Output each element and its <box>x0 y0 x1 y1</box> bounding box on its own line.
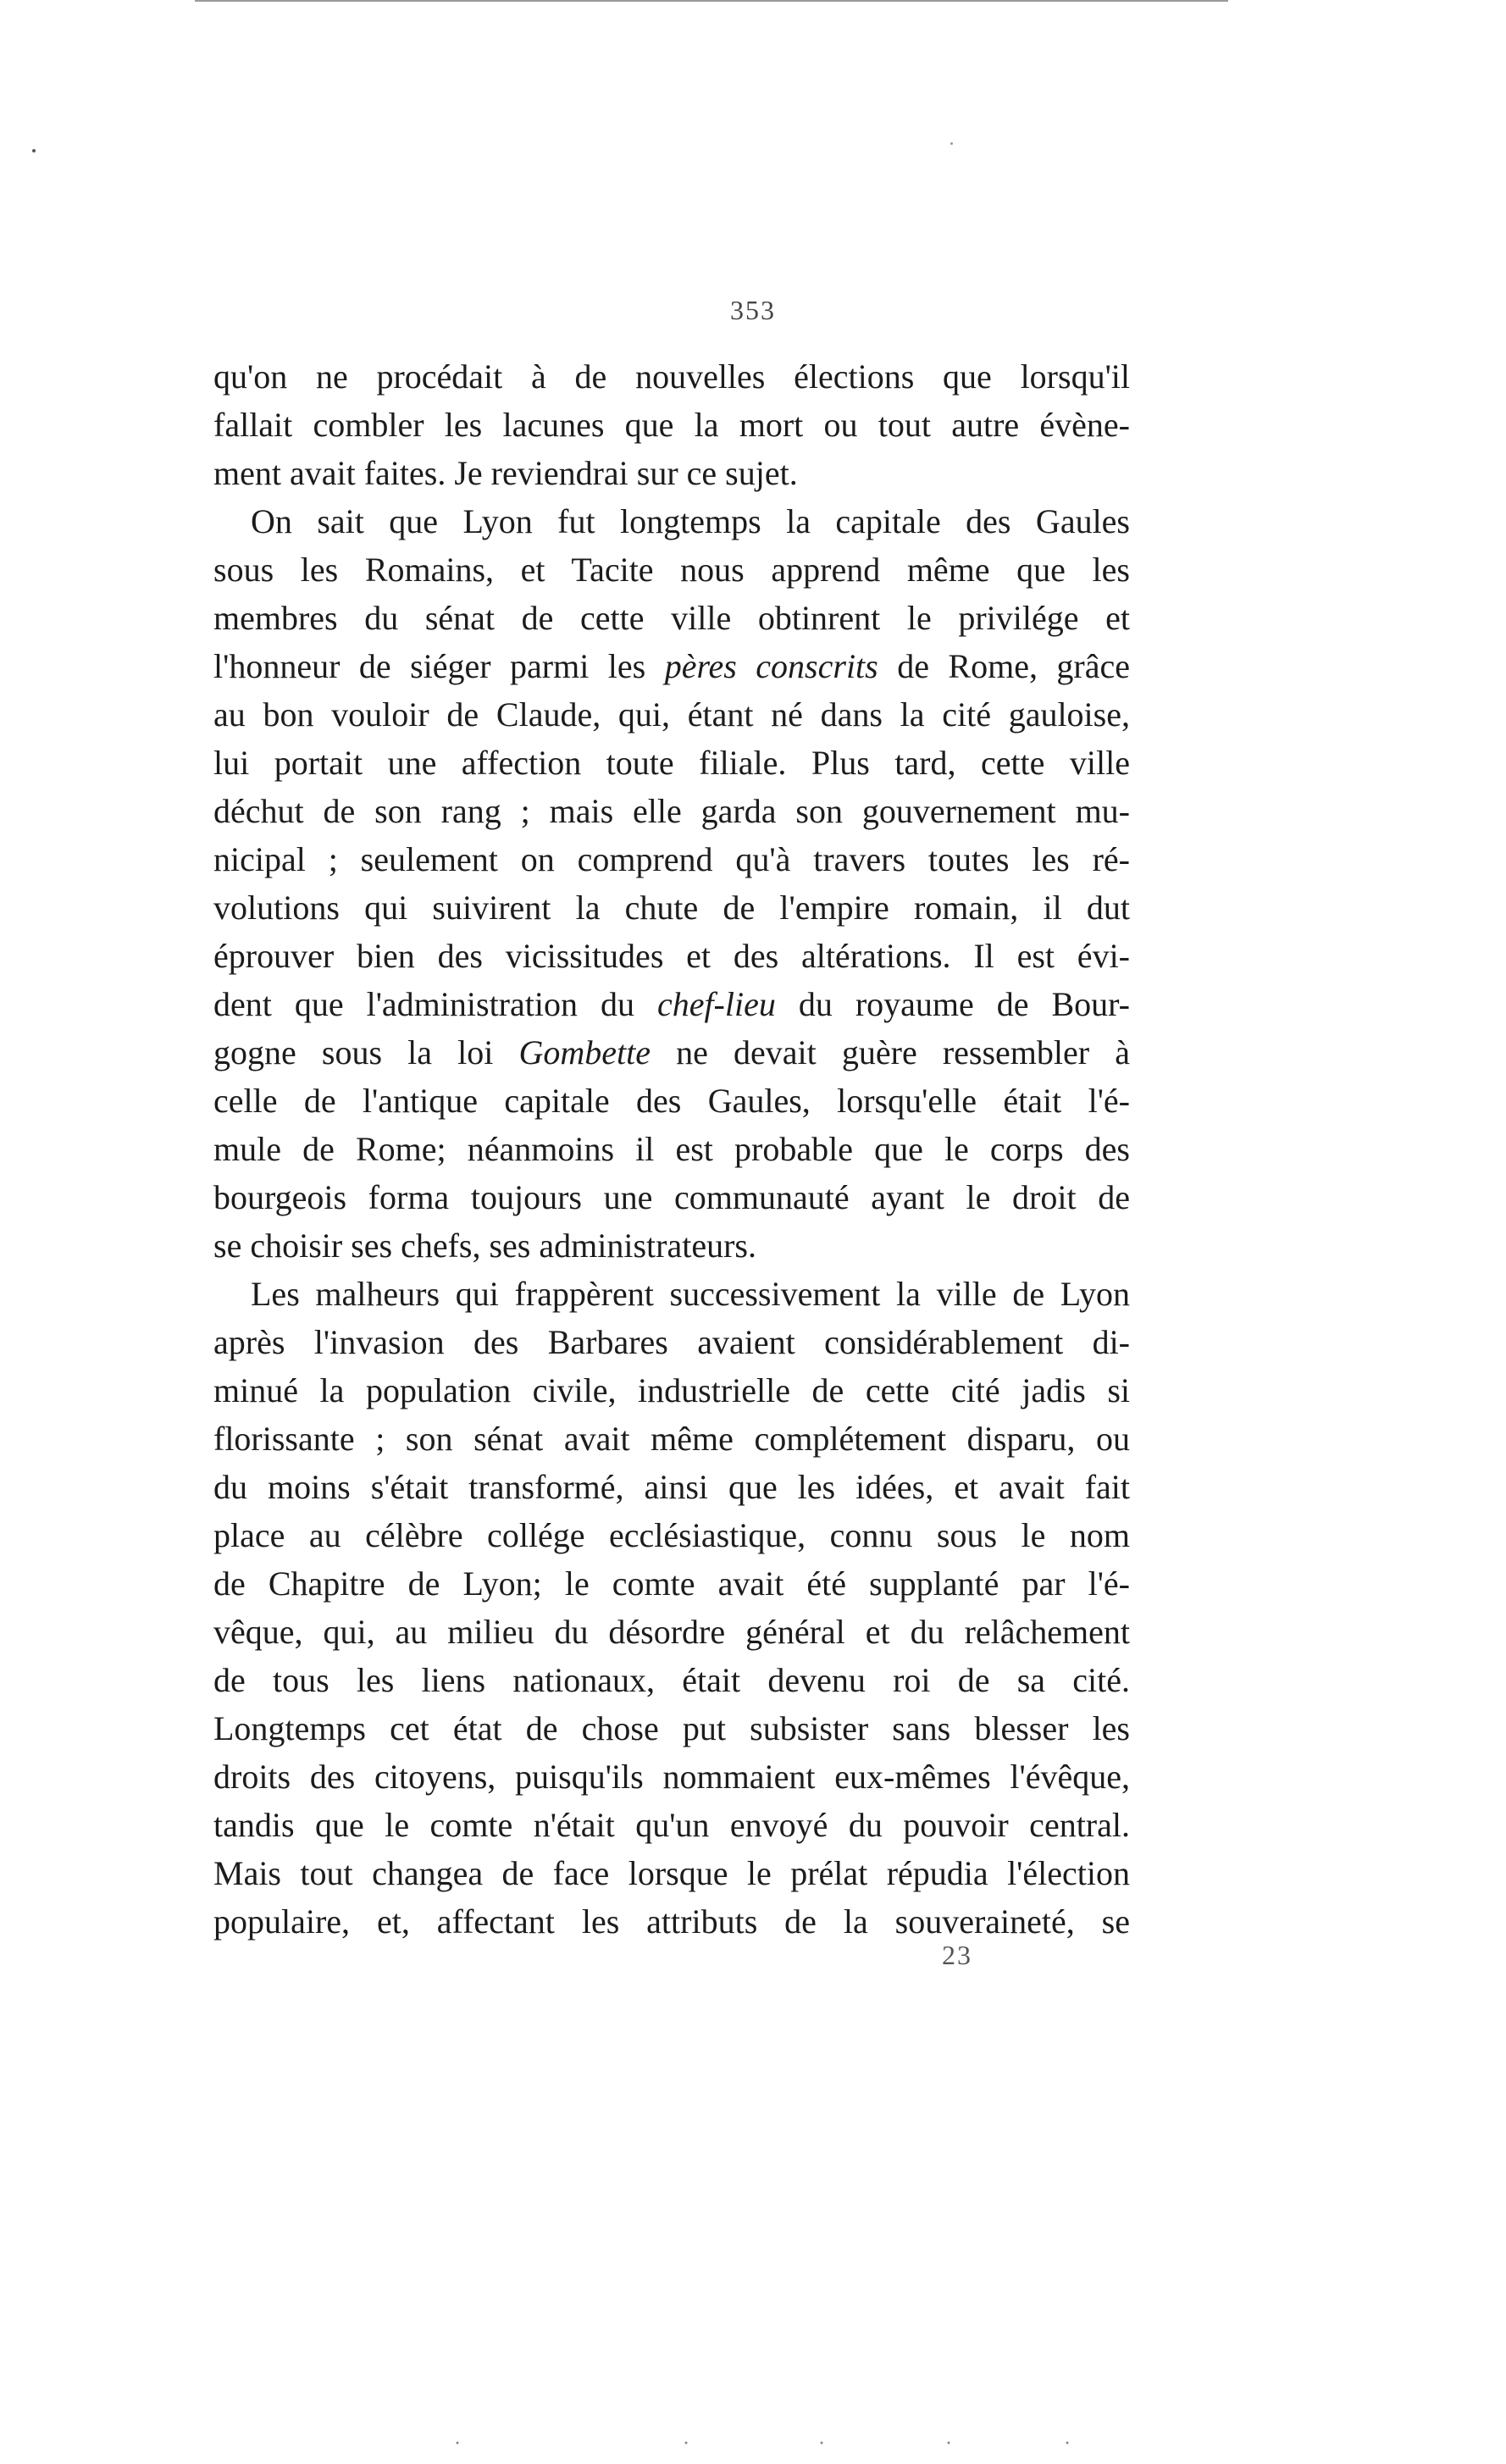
text-line <box>213 642 1130 690</box>
italic-phrase: chef-lieu <box>656 985 776 1023</box>
page-number: 353 <box>730 295 776 325</box>
text-line: se choisir ses chefs, ses administrateurs. <box>213 1226 756 1265</box>
text-line <box>213 1028 1130 1077</box>
text-line: On sait que Lyon fut longtemps la capitale des Gaules <box>251 502 1130 540</box>
text-line: du moins s'était transformé, ainsi que les idées, et avait fait <box>213 1468 1130 1506</box>
text-line: bourgeois forma toujours une communauté ayant le droit de <box>213 1178 1130 1216</box>
text-line: ment avait faites. Je reviendrai sur ce sujet. <box>213 454 798 492</box>
text-line: droits des citoyens, puisqu'ils nommaient eux-mêmes l'évêque, <box>213 1758 1130 1796</box>
text-run: ne devait guère ressembler à <box>651 1033 1130 1071</box>
body-text <box>213 352 1130 1946</box>
text-line: celle de l'antique capitale des Gaules, lorsqu'elle était l'é- <box>213 1082 1130 1120</box>
text-line: qu'on ne procédait à de nouvelles élections que lorsqu'il <box>213 357 1130 396</box>
text-run: de Rome, grâce <box>878 647 1130 685</box>
text-line: après l'invasion des Barbares avaient considérablement di- <box>213 1323 1130 1361</box>
text-run: dent que l'administration du <box>213 985 657 1023</box>
text-line: populaire, et, affectant les attributs de la souveraineté, se <box>213 1902 1130 1941</box>
text-line: déchut de son rang ; mais elle garda son gouvernement mu- <box>213 792 1130 830</box>
text-line: volutions qui suivirent la chute de l'empire romain, il dut <box>213 889 1130 927</box>
scan-speck <box>950 142 953 145</box>
text-line: Les malheurs qui frappèrent successivement la ville de Lyon <box>251 1275 1130 1313</box>
text-line: florissante ; son sénat avait même complétement disparu, ou <box>213 1420 1130 1458</box>
text-line: Mais tout changea de face lorsque le prélat répudia l'élection <box>213 1854 1130 1892</box>
text-run: du royaume de Bour- <box>775 985 1130 1023</box>
text-line: tandis que le comte n'était qu'un envoyé du pouvoir central. <box>213 1806 1130 1844</box>
text-line: membres du sénat de cette ville obtinrent le privilége et <box>213 599 1130 637</box>
text-line: Longtemps cet état de chose put subsister sans blesser les <box>213 1709 1130 1747</box>
italic-phrase: pères conscrits <box>664 647 878 685</box>
text-line: mule de Rome; néanmoins il est probable que le corps des <box>213 1130 1130 1168</box>
top-scan-edge <box>195 0 1228 2</box>
scan-speck <box>32 149 36 152</box>
text-line: fallait combler les lacunes que la mort ou tout autre évène- <box>213 406 1130 444</box>
bottom-scan-specks <box>424 2441 1186 2445</box>
text-run: l'honneur de siéger parmi les <box>213 647 665 685</box>
text-line <box>213 980 1130 1028</box>
italic-phrase: Gombette <box>518 1033 651 1071</box>
text-line: éprouver bien des vicissitudes et des altérations. Il est évi- <box>213 937 1130 975</box>
text-line: de tous les liens nationaux, était devenu roi de sa cité. <box>213 1661 1130 1699</box>
text-line: lui portait une affection toute filiale. Plus tard, cette ville <box>213 744 1130 782</box>
text-line: place au célèbre collége ecclésiastique, connu sous le nom <box>213 1516 1130 1554</box>
text-line: vêque, qui, au milieu du désordre général et du relâchement <box>213 1613 1130 1651</box>
text-line: minué la population civile, industrielle de cette cité jadis si <box>213 1371 1130 1409</box>
text-run: gogne sous la loi <box>213 1033 519 1071</box>
text-line: de Chapitre de Lyon; le comte avait été supplanté par l'é- <box>213 1564 1130 1603</box>
text-line: nicipal ; seulement on comprend qu'à travers toutes les ré- <box>213 840 1130 878</box>
text-line: au bon vouloir de Claude, qui, étant né dans la cité gauloise, <box>213 695 1130 734</box>
signature-mark: 23 <box>942 1940 972 1970</box>
text-line: sous les Romains, et Tacite nous apprend même que les <box>213 551 1130 589</box>
